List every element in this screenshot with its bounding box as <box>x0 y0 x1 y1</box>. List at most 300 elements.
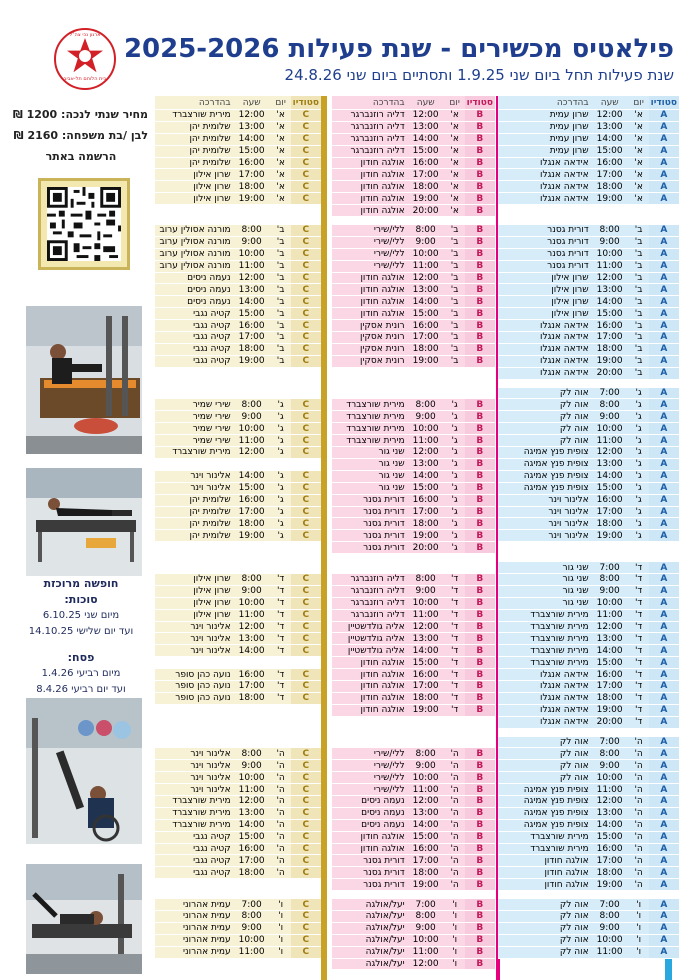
instructor-cell: אידאה אנגלו <box>498 320 591 332</box>
studio-cell: B <box>465 585 495 597</box>
schedule-row <box>155 296 321 308</box>
schedule-row <box>498 585 679 597</box>
time-cell <box>407 367 445 379</box>
schedule-row <box>498 145 679 157</box>
day-separator <box>498 554 679 562</box>
day-cell <box>629 205 649 217</box>
instructor-cell: מירית שורצברד <box>155 807 233 819</box>
schedule-row <box>332 867 495 879</box>
day-cell: ד' <box>271 597 291 609</box>
time-cell: 15:00 <box>233 145 271 157</box>
day-cell: א' <box>445 145 465 157</box>
day-cell: ב' <box>445 320 465 332</box>
schedule-row <box>155 423 321 435</box>
instructor-cell: מירית שורצברד <box>498 831 591 843</box>
time-cell: 17:00 <box>407 332 445 344</box>
time-cell: 11:00 <box>591 784 629 796</box>
instructor-cell: אוה לק <box>498 736 591 748</box>
schedule-row <box>498 680 679 692</box>
schedule-row <box>498 110 679 122</box>
schedule-row <box>155 680 321 692</box>
studio-cell: B <box>465 355 495 367</box>
column-header: סטודיו <box>466 97 493 108</box>
day-cell: א' <box>445 169 465 181</box>
schedule-row <box>332 542 495 554</box>
time-cell <box>233 736 271 748</box>
time-cell: 17:00 <box>233 680 271 692</box>
day-cell: ב' <box>271 332 291 344</box>
studio-cell: A <box>649 423 679 435</box>
schedule-row <box>155 562 321 574</box>
studio-cell: A <box>649 121 679 133</box>
instructor-cell: אידאה אנגלו <box>498 367 591 379</box>
studio-cell: A <box>649 855 679 867</box>
schedule-row <box>155 482 321 494</box>
day-cell: ה' <box>271 784 291 796</box>
schedule-row <box>155 387 321 399</box>
schedule-row <box>332 807 495 819</box>
time-cell: 13:00 <box>407 284 445 296</box>
studio-cell: A <box>649 260 679 272</box>
page-header <box>0 0 700 96</box>
day-cell: ה' <box>629 784 649 796</box>
schedule-row <box>155 205 321 217</box>
schedule-row <box>332 633 495 645</box>
instructor-cell: אידאה אנגלו <box>498 169 591 181</box>
studio-cell: C <box>291 494 321 506</box>
time-cell: 15:00 <box>407 482 445 494</box>
schedule-row <box>332 248 495 260</box>
time-cell: 14:00 <box>591 645 629 657</box>
schedule-row <box>498 879 679 891</box>
time-cell: 19:00 <box>407 704 445 716</box>
schedule-row <box>155 260 321 272</box>
schedule-row <box>498 633 679 645</box>
instructor-cell: אולגה חודון <box>332 205 407 217</box>
time-cell: 8:00 <box>591 748 629 760</box>
time-cell: 18:00 <box>591 867 629 879</box>
day-cell: ד' <box>629 585 649 597</box>
day-cell <box>445 387 465 399</box>
time-cell: 17:00 <box>591 680 629 692</box>
time-cell: 11:00 <box>591 260 629 272</box>
time-cell: 12:00 <box>233 795 271 807</box>
day-cell: ב' <box>445 308 465 320</box>
studio-cell: C <box>291 482 321 494</box>
schedule-row <box>155 506 321 518</box>
day-separator <box>155 379 321 387</box>
time-cell: 14:00 <box>233 470 271 482</box>
time-cell: 14:00 <box>233 133 271 145</box>
schedule-row <box>332 110 495 122</box>
schedule-row <box>155 145 321 157</box>
schedule-row <box>155 597 321 609</box>
column-header: בהדרכה <box>332 96 407 110</box>
studio-cell: C <box>291 530 321 542</box>
instructor-cell: שרון אילון <box>498 284 591 296</box>
day-cell: ה' <box>271 831 291 843</box>
time-cell: 13:00 <box>591 458 629 470</box>
schedule-row <box>332 133 495 145</box>
time-cell: 8:00 <box>407 399 445 411</box>
instructor-cell: אולגה חודון <box>332 181 407 193</box>
schedule-row <box>155 760 321 772</box>
day-cell: ב' <box>271 284 291 296</box>
day-cell: ה' <box>271 807 291 819</box>
time-cell: 9:00 <box>233 236 271 248</box>
day-cell: ב' <box>271 225 291 237</box>
studio-cell: C <box>291 157 321 169</box>
day-cell: א' <box>271 157 291 169</box>
time-cell: 12:00 <box>591 795 629 807</box>
instructor-cell: צופית פנץ אמיגה <box>498 795 591 807</box>
studio-cell: C <box>291 573 321 585</box>
time-cell: 14:00 <box>591 470 629 482</box>
day-cell: ג' <box>271 470 291 482</box>
schedule-row <box>332 423 495 435</box>
day-cell: ג' <box>629 494 649 506</box>
instructor-cell: אלינור וינר <box>155 470 233 482</box>
page-subtitle: שנת פעילות תחל ביום שני 1.9.25 ותסתיים ביום שני 24.8.26 <box>284 66 674 84</box>
time-cell: 15:00 <box>591 308 629 320</box>
day-cell: ב' <box>445 355 465 367</box>
day-cell <box>271 387 291 399</box>
day-cell: ד' <box>445 573 465 585</box>
schedule-row <box>155 225 321 237</box>
studio-cell: C <box>291 145 321 157</box>
time-cell: 13:00 <box>591 807 629 819</box>
schedule-row <box>332 669 495 681</box>
time-cell: 14:00 <box>233 296 271 308</box>
instructor-cell: אוה לק <box>498 387 591 399</box>
day-cell: ג' <box>445 423 465 435</box>
time-cell: 9:00 <box>591 585 629 597</box>
schedule-row <box>498 692 679 704</box>
day-cell: ד' <box>445 585 465 597</box>
day-cell <box>271 657 291 669</box>
schedule-row <box>332 879 495 891</box>
time-cell: 12:00 <box>591 110 629 122</box>
instructor-cell: שלומית יהן <box>155 133 233 145</box>
instructor-cell: יעל/אולגה <box>332 946 407 958</box>
studio-cell <box>291 657 321 669</box>
day-cell: א' <box>629 145 649 157</box>
time-cell: 17:00 <box>591 855 629 867</box>
instructor-cell: נעמה ניסים <box>155 284 233 296</box>
studio-cell: A <box>649 807 679 819</box>
instructor-cell: אידאה אנגלו <box>498 355 591 367</box>
instructor-cell: אלינור וינר <box>498 506 591 518</box>
studio-cell: A <box>649 669 679 681</box>
time-cell: 12:00 <box>233 110 271 122</box>
instructor-cell: אוה לק <box>498 760 591 772</box>
time-cell: 10:00 <box>233 248 271 260</box>
instructor-cell <box>155 458 233 470</box>
day-cell: א' <box>629 193 649 205</box>
studio-cell: A <box>649 157 679 169</box>
time-cell: 8:00 <box>407 911 445 923</box>
schedule-row <box>498 518 679 530</box>
instructor-cell: שירי שמיר <box>155 399 233 411</box>
studio-cell: B <box>465 284 495 296</box>
day-cell: ג' <box>629 411 649 423</box>
schedule-row <box>332 562 495 574</box>
day-cell: ה' <box>271 819 291 831</box>
schedule-row <box>332 518 495 530</box>
time-cell: 19:00 <box>233 530 271 542</box>
time-cell: 15:00 <box>233 831 271 843</box>
day-cell: ב' <box>271 272 291 284</box>
schedule-row <box>498 458 679 470</box>
time-cell: 14:00 <box>407 470 445 482</box>
studio-cell: B <box>465 784 495 796</box>
schedule-row <box>332 819 495 831</box>
instructor-cell: עמית אהרוני <box>155 934 233 946</box>
schedule-row <box>498 819 679 831</box>
time-cell: 13:00 <box>233 633 271 645</box>
instructor-cell: אולגה חודון <box>332 284 407 296</box>
instructor-cell: אלינור וינר <box>498 494 591 506</box>
schedule-row <box>498 760 679 772</box>
time-cell: 16:00 <box>407 843 445 855</box>
schedule-row <box>332 296 495 308</box>
instructor-cell: שרון אילון <box>155 597 233 609</box>
instructor-cell: אולגה חודון <box>332 193 407 205</box>
time-cell: 8:00 <box>591 573 629 585</box>
schedule-row <box>155 343 321 355</box>
studio-cell: B <box>465 645 495 657</box>
studio-cell: B <box>465 145 495 157</box>
schedule-row <box>155 692 321 704</box>
instructor-cell: צופית פנץ אמיגה <box>498 447 591 459</box>
studio-cell: B <box>465 946 495 958</box>
studio-cell: C <box>291 296 321 308</box>
studio-cell: C <box>291 680 321 692</box>
time-cell: 12:00 <box>407 447 445 459</box>
schedule-row <box>155 922 321 934</box>
schedule-row <box>498 284 679 296</box>
studio-cell: C <box>291 621 321 633</box>
time-cell: 10:00 <box>591 597 629 609</box>
studio-cell <box>291 879 321 891</box>
schedule-row <box>332 958 495 970</box>
schedule-row <box>498 399 679 411</box>
time-cell: 9:00 <box>591 760 629 772</box>
studio-cell: A <box>649 633 679 645</box>
day-cell: ד' <box>629 669 649 681</box>
schedule-row <box>155 181 321 193</box>
time-cell: 12:00 <box>407 621 445 633</box>
instructor-cell: שני גור <box>498 562 591 574</box>
instructor-cell: אידאה אנגלו <box>498 680 591 692</box>
time-cell: 9:00 <box>407 922 445 934</box>
schedule-row <box>332 355 495 367</box>
day-cell: ה' <box>445 819 465 831</box>
time-cell: 12:00 <box>407 110 445 122</box>
studio-cell: B <box>465 692 495 704</box>
schedule-row <box>498 236 679 248</box>
day-cell: א' <box>271 110 291 122</box>
schedule-row <box>155 716 321 728</box>
instructor-cell: קטיה נגבי <box>155 843 233 855</box>
instructor-cell: אידאה אנגלו <box>498 157 591 169</box>
day-cell: ד' <box>445 597 465 609</box>
studio-cell: B <box>465 470 495 482</box>
instructor-cell: אולגה חודון <box>332 831 407 843</box>
instructor-cell: דורית גסנר <box>332 542 407 554</box>
time-cell: 9:00 <box>591 411 629 423</box>
time-cell: 10:00 <box>407 248 445 260</box>
day-cell: ו' <box>629 946 649 958</box>
day-cell: ה' <box>629 807 649 819</box>
studio-cell: B <box>465 795 495 807</box>
schedule-row <box>155 748 321 760</box>
time-cell: 19:00 <box>407 355 445 367</box>
schedule-row <box>498 411 679 423</box>
day-cell: א' <box>271 145 291 157</box>
time-cell: 10:00 <box>233 934 271 946</box>
time-cell: 10:00 <box>591 248 629 260</box>
time-cell: 16:00 <box>233 669 271 681</box>
day-cell: ו' <box>445 958 465 970</box>
schedule-row <box>498 855 679 867</box>
time-cell <box>407 387 445 399</box>
studio-cell: A <box>649 819 679 831</box>
studio-cell: A <box>649 236 679 248</box>
time-cell: 11:00 <box>591 435 629 447</box>
schedule-row <box>155 435 321 447</box>
sukkot-title: סוכות: <box>64 593 98 606</box>
time-cell: 9:00 <box>591 236 629 248</box>
studio-cell: B <box>465 867 495 879</box>
studio-cell <box>291 542 321 554</box>
day-cell: א' <box>445 181 465 193</box>
instructor-cell: אוה לק <box>498 911 591 923</box>
day-separator <box>498 379 679 387</box>
instructor-cell: ללי/שירי <box>332 225 407 237</box>
studio-cell: A <box>649 784 679 796</box>
qr-code[interactable] <box>38 178 130 270</box>
instructor-cell: דליה רוזנברגר <box>332 110 407 122</box>
schedule-row <box>155 284 321 296</box>
instructor-cell: אידאה אנגלו <box>498 692 591 704</box>
instructor-cell: דורית גסנר <box>498 236 591 248</box>
day-cell: ג' <box>629 423 649 435</box>
column-header: שעה <box>591 96 629 110</box>
studio-cell: A <box>649 680 679 692</box>
schedule-row <box>332 946 495 958</box>
instructor-cell: אולגה חודון <box>332 157 407 169</box>
day-cell: ה' <box>445 795 465 807</box>
time-cell: 13:00 <box>407 121 445 133</box>
time-cell: 15:00 <box>407 308 445 320</box>
instructor-cell: אוה לק <box>498 435 591 447</box>
studio-cell: C <box>291 470 321 482</box>
studio-cell: A <box>649 843 679 855</box>
instructor-cell: אולגה חודון <box>332 308 407 320</box>
studio-cell: A <box>649 934 679 946</box>
instructor-cell: צופית פנץ אמיגה <box>498 482 591 494</box>
instructor-cell: שני גור <box>498 585 591 597</box>
day-cell: ה' <box>629 736 649 748</box>
instructor-cell: ללי/שירי <box>332 760 407 772</box>
schedule-row <box>332 855 495 867</box>
studio-cell: B <box>465 573 495 585</box>
studio-cell <box>291 387 321 399</box>
day-cell: א' <box>271 193 291 205</box>
instructor-cell: יעל/אולגה <box>332 958 407 970</box>
instructor-cell: ללי/שירי <box>332 772 407 784</box>
day-cell: ה' <box>629 831 649 843</box>
schedule-row <box>498 506 679 518</box>
instructor-cell: קטיה נגבי <box>155 831 233 843</box>
instructor-cell <box>155 542 233 554</box>
schedule-row <box>155 169 321 181</box>
day-cell: ו' <box>445 899 465 911</box>
day-cell: ה' <box>271 855 291 867</box>
studio-cell: B <box>465 831 495 843</box>
time-cell <box>233 657 271 669</box>
instructor-cell <box>332 562 407 574</box>
schedule-row <box>498 181 679 193</box>
instructor-cell: מורנה אסולין ערוב <box>155 225 233 237</box>
instructor-cell: שירי שמיר <box>155 423 233 435</box>
instructor-cell: נעמה ניסים <box>155 272 233 284</box>
instructor-cell <box>332 387 407 399</box>
day-cell: א' <box>629 181 649 193</box>
day-cell: ה' <box>445 760 465 772</box>
time-cell: 7:00 <box>233 899 271 911</box>
instructor-cell: אידאה אנגלו <box>498 704 591 716</box>
instructor-cell: ללי/שירי <box>332 260 407 272</box>
schedule-row <box>498 121 679 133</box>
schedule-row <box>332 573 495 585</box>
day-cell <box>271 562 291 574</box>
day-cell: ב' <box>629 284 649 296</box>
schedule-row <box>155 609 321 621</box>
instructor-cell <box>498 542 591 554</box>
time-cell: 19:00 <box>407 193 445 205</box>
instructor-cell <box>155 657 233 669</box>
day-separator <box>155 217 321 225</box>
schedule-row <box>155 133 321 145</box>
time-cell: 11:00 <box>233 609 271 621</box>
studio-cell: A <box>649 248 679 260</box>
instructor-cell: אוה לק <box>498 899 591 911</box>
day-cell: ב' <box>271 260 291 272</box>
instructor-cell: ללי/שירי <box>332 248 407 260</box>
schedule-row <box>498 772 679 784</box>
studio-cell: A <box>649 272 679 284</box>
studio-a-table <box>498 96 679 959</box>
schedule-row <box>498 867 679 879</box>
schedule-row <box>155 121 321 133</box>
studio-cell: B <box>465 225 495 237</box>
time-cell: 8:00 <box>233 748 271 760</box>
studio-cell: C <box>291 831 321 843</box>
studio-cell: C <box>291 669 321 681</box>
instructor-cell: מירית שורצברד <box>498 645 591 657</box>
instructor-cell: אלינור וינר <box>155 772 233 784</box>
day-cell: ו' <box>445 934 465 946</box>
studio-cell: B <box>465 760 495 772</box>
time-cell: 14:00 <box>591 819 629 831</box>
studio-cell: A <box>649 597 679 609</box>
time-cell: 16:00 <box>233 843 271 855</box>
schedule-row <box>155 784 321 796</box>
schedule-row <box>498 621 679 633</box>
schedule-row <box>498 934 679 946</box>
